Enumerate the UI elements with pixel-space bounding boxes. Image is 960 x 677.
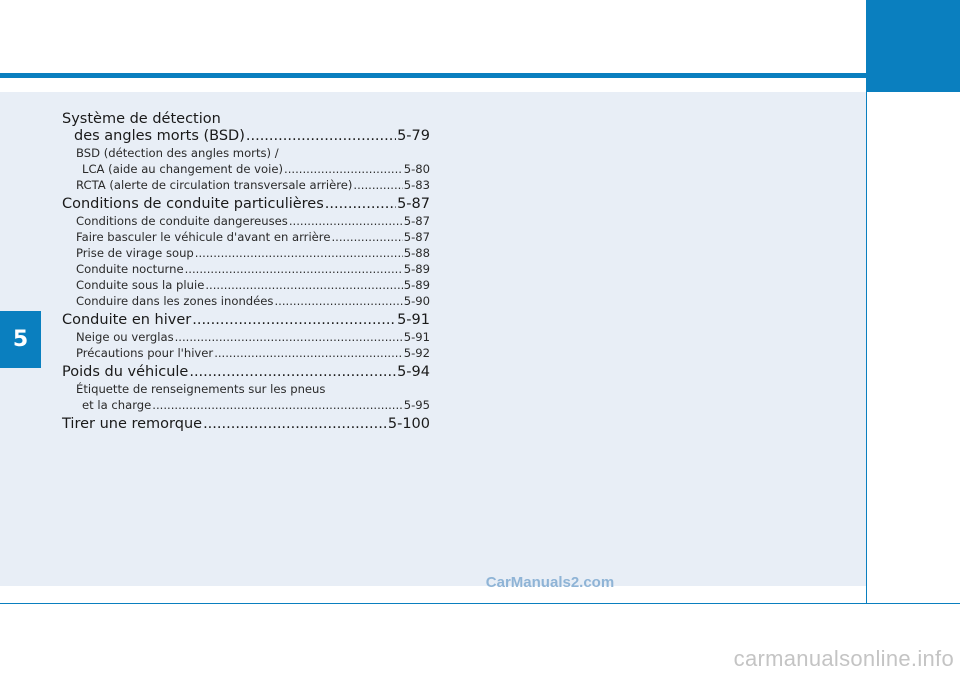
toc-entry-title: Prise de virage soup [76, 246, 194, 260]
footer-rule [0, 603, 960, 604]
toc-page-number: 5-83 [403, 178, 430, 192]
dot-leader [192, 312, 396, 329]
toc-entry-conditions[interactable] [62, 196, 430, 213]
toc-entry-title-line1: BSD (détection des angles morts) / [76, 146, 279, 160]
toc-subentry[interactable] [62, 345, 430, 361]
toc-subentry[interactable] [62, 293, 430, 309]
toc-entry-title: Tirer une remorque [62, 416, 203, 432]
dot-leader [189, 364, 396, 381]
toc-page-number: 5-100 [387, 416, 430, 432]
toc-page-number: 5-79 [397, 128, 430, 144]
toc-subentry-bsd-lca[interactable] [62, 145, 430, 177]
dot-leader [325, 196, 396, 213]
toc-entry-title: Conduite sous la pluie [76, 278, 205, 292]
header-rule [0, 73, 866, 78]
toc-entry-hiver[interactable] [62, 312, 430, 329]
toc-page-number: 5-87 [403, 230, 430, 244]
dot-leader [185, 261, 403, 277]
dot-leader [246, 128, 396, 145]
toc-entry-title: Conduire dans les zones inondées [76, 294, 274, 308]
toc-entry-poids[interactable] [62, 364, 430, 381]
toc-page-number: 5-87 [403, 214, 430, 228]
corner-tab-block [866, 0, 960, 92]
toc-page-number: 5-89 [403, 278, 430, 292]
toc-entry-remorque[interactable] [62, 416, 430, 433]
toc-entry-title: Conditions de conduite particulières [62, 196, 324, 212]
table-of-contents [62, 111, 430, 433]
margin-rule [866, 92, 867, 604]
toc-entry-title: Conditions de conduite dangereuses [76, 214, 288, 228]
toc-subentry[interactable] [62, 245, 430, 261]
dot-leader [284, 161, 403, 177]
toc-page-number: 5-94 [397, 364, 430, 380]
chapter-tab[interactable] [0, 311, 41, 368]
toc-page-number: 5-90 [403, 294, 430, 308]
toc-subentry[interactable] [62, 213, 430, 229]
toc-entry-title-line2: et la charge [82, 398, 152, 412]
toc-page-number: 5-95 [403, 398, 430, 412]
toc-entry-title-line2: LCA (aide au changement de voie) [82, 162, 284, 176]
toc-entry-title-line2: des angles morts (BSD) [74, 128, 245, 144]
toc-entry-title: Faire basculer le véhicule d'avant en arrière [76, 230, 331, 244]
toc-page-number: 5-92 [403, 346, 430, 360]
toc-entry-title-line1: Système de détection [62, 111, 221, 127]
toc-entry-title: Précautions pour l'hiver [76, 346, 214, 360]
toc-entry-title: Neige ou verglas [76, 330, 174, 344]
dot-leader [152, 397, 402, 413]
toc-entry-title: RCTA (alerte de circulation transversale arrière) [76, 178, 353, 192]
toc-page-number: 5-91 [403, 330, 430, 344]
dot-leader [289, 213, 403, 229]
watermark-carmanuals2: CarManuals2.com [485, 574, 615, 591]
toc-entry-title: Conduite en hiver [62, 312, 192, 328]
dot-leader [195, 245, 403, 261]
dot-leader [214, 345, 403, 361]
toc-subentry[interactable] [62, 329, 430, 345]
dot-leader [203, 416, 387, 433]
toc-subentry[interactable] [62, 261, 430, 277]
chapter-number: 5 [12, 327, 29, 352]
toc-page-number: 5-88 [403, 246, 430, 260]
watermark-carmanualsonline: carmanualsonline.info [733, 646, 954, 671]
toc-page-number: 5-87 [397, 196, 430, 212]
toc-subentry-etiquette[interactable] [62, 381, 430, 413]
dot-leader [274, 293, 402, 309]
toc-page-number: 5-89 [403, 262, 430, 276]
dot-leader [175, 329, 403, 345]
toc-page-number: 5-91 [397, 312, 430, 328]
dot-leader [331, 229, 402, 245]
toc-entry-title-line1: Étiquette de renseignements sur les pneus [76, 382, 326, 396]
dot-leader [205, 277, 402, 293]
dot-leader [353, 177, 402, 193]
toc-subentry[interactable] [62, 229, 430, 245]
toc-subentry-rcta[interactable] [62, 177, 430, 193]
toc-page-number: 5-80 [403, 162, 430, 176]
toc-entry-title: Conduite nocturne [76, 262, 184, 276]
toc-entry-bsd[interactable] [62, 111, 430, 145]
toc-entry-title: Poids du véhicule [62, 364, 189, 380]
toc-subentry[interactable] [62, 277, 430, 293]
